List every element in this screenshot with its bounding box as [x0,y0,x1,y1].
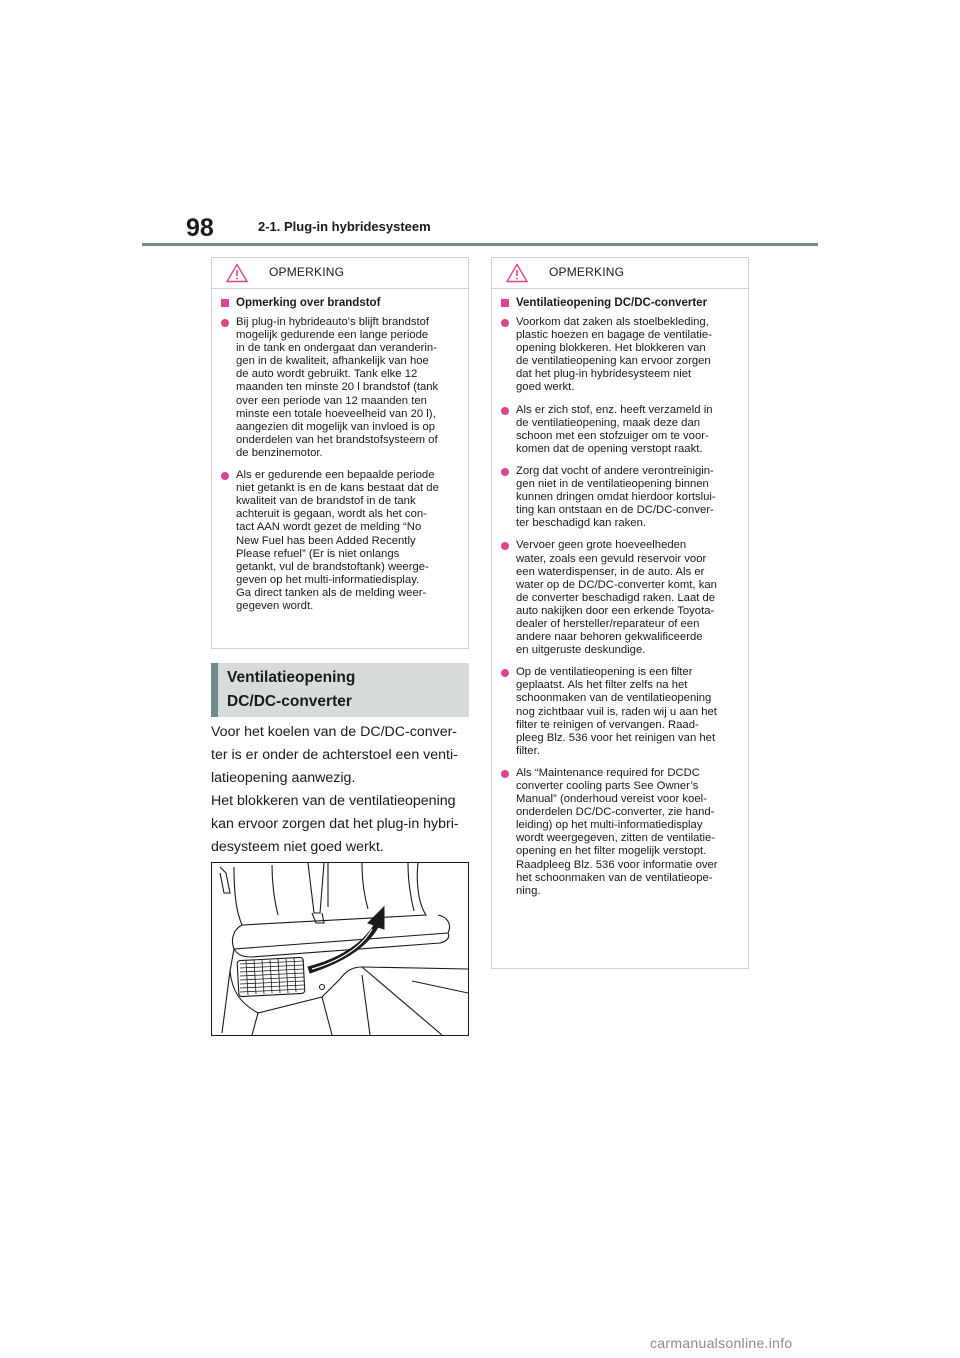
note-header [492,258,748,289]
list-item [221,469,458,613]
list-item-text [236,469,458,613]
warning-triangle-icon [226,263,248,283]
text-line: plastic hoezen en bagage de ventilatie- [516,329,712,342]
section-heading [211,663,469,717]
text-line: Het blokkeren van de ventilatieopening [211,793,456,809]
text-line: onderdelen van het brandstofsysteem of [236,433,438,446]
list-item-text [516,767,738,898]
text-line: New Fuel has been Added Recently [236,534,416,547]
text-line: gen in de kwaliteit, afhankelijk van hoe [236,355,429,368]
text-line: mogelijk gedurende een lange periode [236,329,429,342]
list-item-text [516,539,738,657]
circle-bullet-icon [501,319,509,327]
text-line: Voor het koelen van de DC/DC-conver- [211,724,458,740]
text-line: Ga direct tanken als de melding weer- [236,586,427,599]
text-line: schoonmaken van de ventilatieopening [516,692,712,705]
text-line: de auto wordt gebruikt. Tank elke 12 [236,368,418,381]
section-heading-line: Ventilatieopening [227,669,356,686]
text-line: achteruit is gegaan, wordt als het con- [236,508,427,521]
circle-bullet-icon [501,542,509,550]
circle-bullet-icon [501,669,509,677]
text-line: Op de ventilatieopening is een filter [516,666,693,679]
text-line: ter is er onder de achterstoel een venti- [211,747,458,763]
text-line: converter cooling parts See Owner’s [516,780,699,792]
text-line: de ventilatieopening kan ervoor zorgen [516,355,711,368]
text-line: pleeg Blz. 536 voor het reinigen van het [516,731,716,744]
text-line: Manual” (onderhoud vereist voor koel- [516,793,707,806]
text-line: ning. [516,884,541,897]
text-line: dat het plug-in hybridesysteem niet [516,368,692,381]
list-item [501,666,738,758]
text-line: komen dat de opening verstopt raakt. [516,442,703,455]
text-line: opening en het filter mogelijk verstopt. [516,845,707,858]
text-line: de converter beschadigd raken. Laat de [516,591,716,604]
body-paragraph [211,721,473,790]
square-bullet-icon [501,299,509,307]
circle-bullet-icon [501,407,509,415]
text-line: niet getankt is en de kans bestaat dat de [236,482,439,495]
text-line: goed werkt. [516,381,575,394]
text-line: gegeven wordt. [236,599,314,612]
text-line: filter te reinigen of vervangen. Raad- [516,718,699,731]
text-line: desysteem niet goed werkt. [211,839,384,855]
watermark: carmanualsonline.info [650,1335,793,1351]
text-line: minste een totale hoeveelheid van 20 l), [236,407,436,420]
note-subhead-text: Opmerking over brandstof [236,297,381,309]
note-header [212,258,468,289]
text-line: water op de DC/DC-converter komt, kan [516,578,717,591]
square-bullet-icon [221,299,229,307]
list-item [501,767,738,898]
text-line: kwaliteit van de brandstof in de tank [236,495,416,508]
text-line: filter. [516,744,540,757]
text-line: water, zoals een gevuld reservoir voor [516,552,707,565]
text-line: latieopening aanwezig. [211,770,356,786]
text-line: Vervoer geen grote hoeveelheden [516,539,687,552]
circle-bullet-icon [501,468,509,476]
text-line: opening blokkeren. Het blokkeren van [516,342,706,355]
list-item [221,316,458,460]
text-line: andere naar behoren gekwalificeerde [516,631,703,644]
body-paragraph [211,790,473,859]
circle-bullet-icon [221,472,229,480]
text-line: nog zichtbaar vuil is, raden wij u aan het [516,705,717,718]
text-line: ter beschadigd kan raken. [516,517,646,530]
text-line: auto nakijken door een erkende Toyota- [516,604,715,617]
text-line: over een periode van 12 maanden ten [236,394,427,407]
text-line: Als “Maintenance required for DCDC [516,766,700,779]
text-line: Als er zich stof, enz. heeft verzameld in [516,403,713,416]
list-item [501,404,738,456]
circle-bullet-icon [501,770,509,778]
text-line: ting kan ontstaan en de DC/DC-conver- [516,504,714,517]
text-line: Bij plug-in hybrideauto's blijft brandstof [236,316,430,328]
note-subhead [501,296,738,310]
list-item [501,539,738,657]
text-line: wordt weergegeven, zitten de ventilatie- [516,832,716,845]
list-item-text [516,404,738,456]
text-line: Voorkom dat zaken als stoelbekleding, [516,316,709,328]
note-label: OPMERKING [549,265,625,279]
text-line: het schoonmaken van de ventilatieope- [516,871,713,884]
note-body [492,289,748,898]
text-line: schoon met een stofzuiger om te voor- [516,429,709,442]
text-line: maanden ten minste 20 l brandstof (tank [236,381,439,394]
text-line: de ventilatieopening, maak deze dan [516,416,701,429]
text-line: in de tank en ondergaat dan veranderin- [236,342,437,355]
text-line: Als er gedurende een bepaalde periode [236,469,435,482]
text-line: kan ervoor zorgen dat het plug-in hybri- [211,816,459,832]
note-subhead-text: Ventilatieopening DC/DC-converter [516,297,708,309]
text-line: dealer of hersteller/reparateur of een [516,617,700,630]
note-body [212,289,468,613]
arrow-icon [308,907,384,973]
note-label: OPMERKING [269,265,345,279]
circle-bullet-icon [221,319,229,327]
note-box-vent [491,257,749,969]
list-item [501,316,738,395]
list-item-text [516,465,738,530]
text-line: Zorg dat vocht of andere verontreinigin- [516,464,714,477]
rear-seat-drawing [212,863,468,1035]
text-line: een waterdispenser, in de auto. Als er [516,565,705,578]
list-item-text [516,666,738,758]
note-box-fuel [211,257,469,649]
text-line: aangezien dit mogelijk van invloed is op [236,420,436,433]
rear-seat-vent-illustration [211,862,469,1036]
text-line: onderdelen DC/DC-converter, zie hand- [516,806,715,819]
list-item-text [516,316,738,395]
text-line: geplaatst. Als het filter zelfs na het [516,679,688,692]
text-line: tact AAN wordt gezet de melding “No [236,521,422,534]
list-item [501,465,738,530]
header-rule [142,243,818,246]
text-line: gen niet in de ventilatieopening binnen [516,478,709,491]
note-subhead [221,296,458,310]
page-number: 98 [186,214,214,242]
text-line: leiding) op het multi-informatiedisplay [516,819,703,832]
section-title: 2-1. Plug-in hybridesysteem [258,219,431,234]
text-line: de benzinemotor. [236,446,323,459]
text-line: Raadpleeg Blz. 536 voor informatie over [516,858,718,871]
text-line: en uitgeruste deskundige. [516,644,646,657]
warning-triangle-icon [506,263,528,283]
list-item-text [236,316,458,460]
text-line: getankt, vul de brandstoftank) weerge- [236,560,429,573]
section-heading-line: DC/DC-converter [227,693,352,710]
text-line: Please refuel” (Er is niet onlangs [236,547,400,560]
text-line: kunnen dringen omdat hierdoor kortslui- [516,491,716,504]
text-line: geven op het multi-informatiedisplay. [236,573,420,586]
